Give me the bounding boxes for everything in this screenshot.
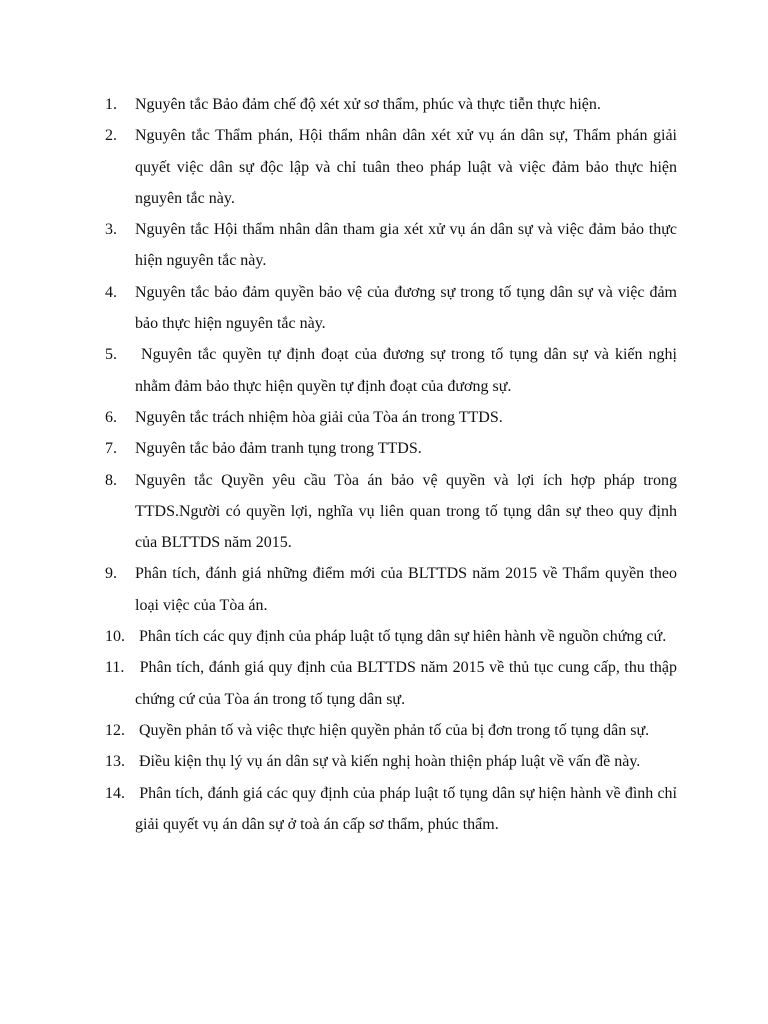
list-item-number: 5. <box>105 346 117 364</box>
list-item-number: 10. <box>105 628 125 646</box>
list-item-number: 14. <box>105 784 125 802</box>
list-item-text: Nguyên tắc Thẩm phán, Hội thẩm nhân dân xét xử vụ án dân sự, Thẩm phán giải quyết việc dân sự độc lập và chỉ tuân theo pháp luật và việc đảm bảo thực hiện nguyên tắc này. <box>135 127 681 207</box>
list-item <box>105 277 681 340</box>
list-item <box>105 214 681 277</box>
list-item-text: Nguyên tắc Quyền yêu cầu Tòa án bảo vệ quyền và lợi ích hợp pháp trong TTDS.Người có quyền lợi, nghĩa vụ liên quan trong tố tụng dân sự theo quy định của BLTTDS năm 2015. <box>135 471 681 552</box>
list-item <box>105 652 682 715</box>
list-item <box>105 120 681 214</box>
list-item-text: Điều kiện thụ lý vụ án dân sự và kiến nghị hoàn thiện pháp luật về vấn đề này. <box>135 753 641 771</box>
list-item-text: Nguyên tắc quyền tự định đoạt của đương sự trong tố tụng dân sự và kiến nghị nhằm đảm bảo thực hiện quyền tự định đoạt của đương sự. <box>135 346 681 395</box>
list-item-number: 6. <box>105 408 117 426</box>
list-item-text: Nguyên tắc trách nhiệm hòa giải của Tòa án trong TTDS. <box>135 408 503 426</box>
list-item-text: Nguyên tắc Bảo đảm chế độ xét xử sơ thẩm, phúc và thực tiễn thực hiện. <box>135 96 601 113</box>
list-item <box>105 433 677 464</box>
list-item <box>105 621 677 652</box>
list-item-text: Phân tích, đánh giá quy định của BLTTDS năm 2015 về thủ tục cung cấp, thu thập chứng cứ của Tòa án trong tố tụng dân sự. <box>135 659 682 708</box>
list-item-number: 3. <box>105 221 117 239</box>
topic-list <box>105 89 682 840</box>
list-item-number: 7. <box>105 440 117 458</box>
list-item-number: 4. <box>105 283 117 301</box>
list-item <box>105 746 677 777</box>
list-item-text: Quyền phản tố và việc thực hiện quyền phản tố của bị đơn trong tố tụng dân sự. <box>135 721 650 739</box>
list-item-number: 11. <box>105 659 125 677</box>
list-item-text: Phân tích, đánh giá các quy định của pháp luật tố tụng dân sự hiện hành về đình chỉ giải quyết vụ án dân sự ở toà án cấp sơ thẩm, phúc thẩm. <box>135 784 682 833</box>
list-item-text: Phân tích các quy định của pháp luật tố tụng dân sự hiên hành về nguồn chứng cứ. <box>135 628 667 646</box>
list-item <box>105 89 677 120</box>
list-item <box>105 402 677 433</box>
list-item-number: 2. <box>105 127 117 145</box>
list-item <box>105 339 681 402</box>
list-item-number: 1. <box>105 96 117 113</box>
list-item <box>105 715 677 746</box>
list-item <box>105 465 681 559</box>
list-item-number: 9. <box>105 565 117 583</box>
list-item-text: Nguyên tắc bảo đảm tranh tụng trong TTDS. <box>135 440 422 458</box>
list-item-text: Nguyên tắc bảo đảm quyền bảo vệ của đương sự trong tố tụng dân sự và việc đảm bảo thực hiện nguyên tắc này. <box>135 283 681 333</box>
list-item <box>105 778 682 841</box>
list-item-text: Nguyên tắc Hội thẩm nhân dân tham gia xét xử vụ án dân sự và việc đảm bảo thực hiện nguyên tắc này. <box>135 221 681 270</box>
list-item <box>105 558 681 621</box>
list-item-number: 8. <box>105 471 117 489</box>
list-item-number: 12. <box>105 721 125 739</box>
list-item-number: 13. <box>105 753 125 771</box>
list-item-text: Phân tích, đánh giá những điểm mới của BLTTDS năm 2015 về Thẩm quyền theo loại việc của Tòa án. <box>135 565 681 614</box>
